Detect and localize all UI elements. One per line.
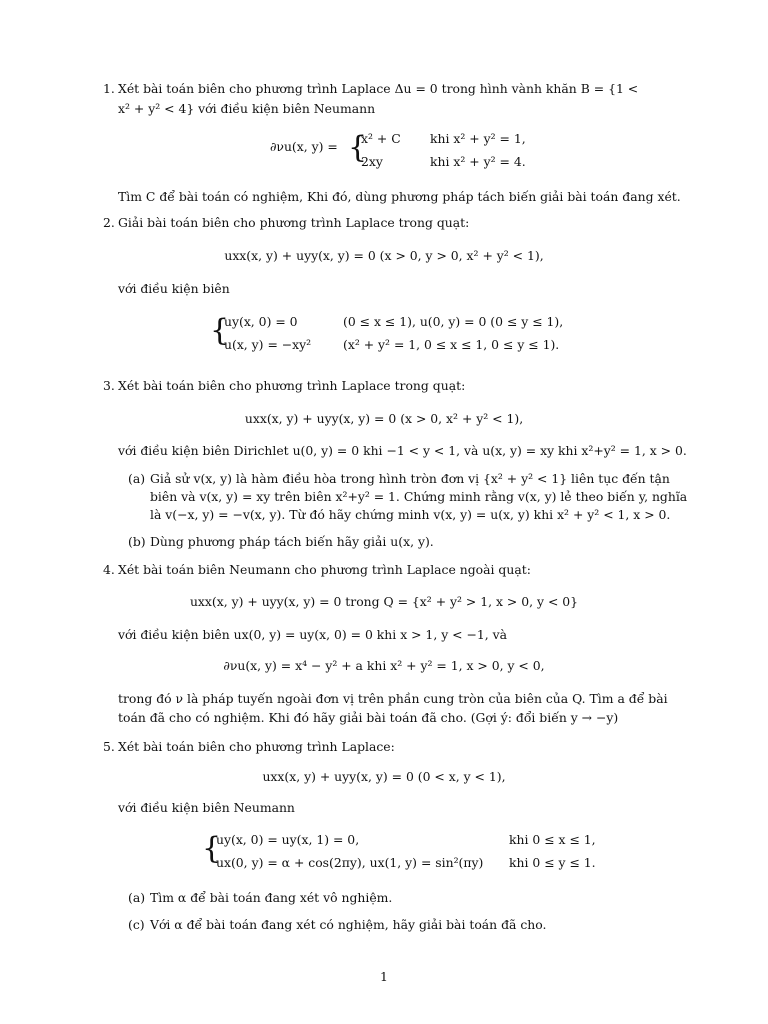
problem-2-brace: { xyxy=(210,313,230,348)
problem-5-intro: Xét bài toán biên cho phương trình Laplace: xyxy=(118,739,395,754)
problem-1-case-1-cond: khi x² + y² = 1, xyxy=(430,131,526,146)
problem-4-intro: Xét bài toán biên Neumann cho phương trình Laplace ngoài quạt: xyxy=(118,562,531,577)
problem-3-part-a-line-2: biên và v(x, y) = xy trên biên x²+y² = 1. Chứng minh rằng v(x, y) lẻ theo biến y, nghĩa xyxy=(150,489,688,504)
problem-2-equation: uxx(x, y) + uyy(x, y) = 0 (x > 0, y > 0, x² + y² < 1), xyxy=(224,248,544,263)
problem-3-part-b-label: (b) xyxy=(128,534,146,549)
problem-2-case-2-cond: (x² + y² = 1, 0 ≤ x ≤ 1, 0 ≤ y ≤ 1). xyxy=(343,337,560,352)
problem-4-equation: uxx(x, y) + uyy(x, y) = 0 trong Q = {x² + y² > 1, x > 0, y < 0} xyxy=(189,594,579,609)
problem-2-intro: Giải bài toán biên cho phương trình Laplace trong quạt: xyxy=(118,215,470,230)
problem-4-equation-2: ∂νu(x, y) = x⁴ − y² + a khi x² + y² = 1, x > 0, y < 0, xyxy=(223,658,545,673)
problem-3-part-a-line-1: Giả sử v(x, y) là hàm điều hòa trong hình tròn đơn vị {x² + y² < 1} liên tục đến tận xyxy=(150,471,670,486)
problem-5-part-c-label: (c) xyxy=(128,917,145,932)
problem-2-case-2-expr: u(x, y) = −xy² xyxy=(224,337,312,352)
problem-5-part-a-label: (a) xyxy=(128,890,146,905)
problem-5-case-1-cond: khi 0 ≤ x ≤ 1, xyxy=(509,832,596,847)
problem-1-line-1: Xét bài toán biên cho phương trình Laplace Δu = 0 trong hình vành khăn B = {1 < xyxy=(118,81,639,96)
problem-3-number: 3. xyxy=(103,378,115,393)
problem-5-part-c-line-1: Với α để bài toán đang xét có nghiệm, hãy giải bài toán đã cho. xyxy=(150,917,547,932)
problem-1-case-1-expr: x² + C xyxy=(361,131,401,146)
problem-1-equation-lhs: ∂νu(x, y) = xyxy=(270,139,338,154)
problem-2-case-1-cond: (0 ≤ x ≤ 1), u(0, y) = 0 (0 ≤ y ≤ 1), xyxy=(343,314,564,329)
problem-3-equation: uxx(x, y) + uyy(x, y) = 0 (x > 0, x² + y² < 1), xyxy=(244,411,524,426)
problem-5-number: 5. xyxy=(103,739,115,754)
problem-2-case-1-expr: uy(x, 0) = 0 xyxy=(224,314,298,329)
problem-1-brace: { xyxy=(348,130,368,165)
problem-5-case-2-expr: ux(0, y) = α + cos(2πy), ux(1, y) = sin²(πy) xyxy=(216,855,484,870)
problem-5-part-a-line-1: Tìm α để bài toán đang xét vô nghiệm. xyxy=(150,890,393,905)
problem-1-number: 1. xyxy=(103,81,115,96)
problem-1-case-2-cond: khi x² + y² = 4. xyxy=(430,154,526,169)
problem-3-intro: Xét bài toán biên cho phương trình Laplace trong quạt: xyxy=(118,378,466,393)
problem-1-after: Tìm C để bài toán có nghiệm, Khi đó, dùng phương pháp tách biến giải bài toán đang xét. xyxy=(118,189,681,204)
problem-4-bc: với điều kiện biên ux(0, y) = uy(x, 0) = 0 khi x > 1, y < −1, và xyxy=(118,627,507,642)
problem-2-number: 2. xyxy=(103,215,115,230)
page-number: 1 xyxy=(380,969,388,984)
problem-3-part-a-label: (a) xyxy=(128,471,146,486)
problem-4-after-line-2: toán đã cho có nghiệm. Khi đó hãy giải bài toán đã cho. (Gợi ý: đổi biến y → −y) xyxy=(118,710,619,725)
problem-5-equation: uxx(x, y) + uyy(x, y) = 0 (0 < x, y < 1), xyxy=(262,769,506,784)
problem-3-part-a-line-3: là v(−x, y) = −v(x, y). Từ đó hãy chứng minh v(x, y) = u(x, y) khi x² + y² < 1, x > 0. xyxy=(150,507,671,522)
problem-3-part-b-line-1: Dùng phương pháp tách biến hãy giải u(x, y). xyxy=(150,534,434,549)
problem-4-after-line-1: trong đó ν là pháp tuyến ngoài đơn vị trên phần cung tròn của biên của Q. Tìm a để bài xyxy=(118,691,668,706)
problem-5-case-1-expr: uy(x, 0) = uy(x, 1) = 0, xyxy=(216,832,360,847)
problem-2-bc-intro: với điều kiện biên xyxy=(118,281,230,296)
problem-1-case-2-expr: 2xy xyxy=(361,154,383,169)
problem-5-bc-intro: với điều kiện biên Neumann xyxy=(118,800,295,815)
problem-4-number: 4. xyxy=(103,562,115,577)
problem-1-line-2: x² + y² < 4} với điều kiện biên Neumann xyxy=(118,101,376,116)
problem-3-bc: với điều kiện biên Dirichlet u(0, y) = 0 khi −1 < y < 1, và u(x, y) = xy khi x²+y² = 1, x > 0. xyxy=(118,443,687,458)
problem-5-case-2-cond: khi 0 ≤ y ≤ 1. xyxy=(509,855,596,870)
problem-5-brace: { xyxy=(202,831,222,866)
